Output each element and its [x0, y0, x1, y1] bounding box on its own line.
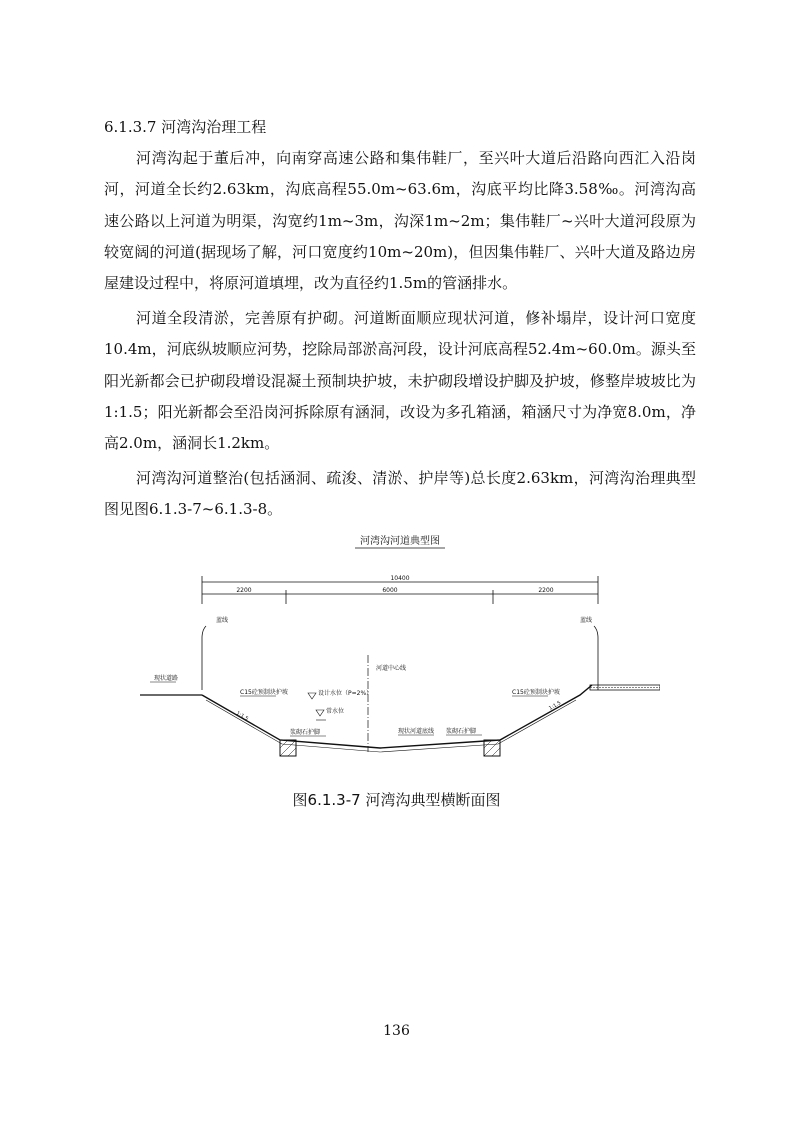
paragraph-2: 河道全段清淤，完善原有护砌。河道断面顺应现状河道，修补塌岸，设计河口宽度10.4m，河底纵坡顺应河势，挖除局部淤高河段，设计河底高程52.4m~60.0m。源头至阳光新都会已护砌段增设混凝土预制块护坡，未护砌段增设护脚及护坡，修整岸坡坡比为1:1.5；阳光新都会至沿岗河拆除原有涵洞，改设为多孔箱涵，箱涵尺寸为净宽8.0m，净高2.0m，涵洞长1.2km。	[104, 309, 696, 453]
dim-left: 2200	[236, 587, 252, 594]
figure-caption: 图6.1.3-7 河湾沟典型横断面图	[292, 791, 501, 809]
drawing-title: 河湾沟河道典型图	[360, 536, 440, 547]
cross-section-drawing	[140, 530, 660, 780]
normal-water-symbol	[316, 710, 324, 716]
channel-lining	[206, 700, 576, 752]
label-left-toe: 浆砌石护脚	[290, 729, 321, 736]
paragraph-3: 河湾沟河道整治(包括涵洞、疏浚、清淤、护岸等)总长度2.63km，河湾沟治理典型图见图6.1.3-7~6.1.3-8。	[104, 469, 696, 519]
label-right-blue-line: 蓝线	[580, 617, 593, 624]
dim-mid: 6000	[382, 587, 398, 594]
page-number: 136	[383, 1023, 410, 1039]
section-heading: 6.1.3.7 河湾沟治理工程	[104, 118, 267, 136]
label-normal-water: 常水位	[326, 708, 345, 715]
left-toe-hatch	[280, 740, 296, 756]
cross-section-figure	[140, 530, 660, 780]
dim-total: 10400	[390, 575, 410, 582]
dim-right: 2200	[538, 587, 554, 594]
label-centerline: 河道中心线	[376, 665, 407, 672]
label-right-toe: 浆砌石护脚	[446, 728, 477, 735]
design-flood-symbol	[308, 693, 316, 699]
label-right-protection: C15砼预制块护坡	[512, 689, 560, 696]
paragraph-1: 河湾沟起于董后冲，向南穿高速公路和集伟鞋厂，至兴叶大道后沿路向西汇入沿岗河，河道全长约2.63km，沟底高程55.0m~63.6m，沟底平均比降3.58‰。河湾沟高速公路以上河道为明渠，沟宽约1m~3m，沟深1m~2m；集伟鞋厂~兴叶大道河段原为较宽阔的河道(据现场了解，河口宽度约10m~20m)，但因集伟鞋厂、兴叶大道及路边房屋建设过程中，将原河道填埋，改为直径约1.5m的管涵排水。	[104, 149, 696, 293]
label-existing-road: 现状道路	[154, 675, 179, 682]
label-left-protection: C15砼预制块护坡	[240, 689, 288, 696]
left-blue-line	[202, 626, 206, 690]
label-right-slope: 1:1.5	[548, 700, 563, 712]
right-blue-line	[594, 626, 598, 690]
label-design-flood: 设计水位（P=2%）	[318, 690, 373, 697]
label-left-slope: 1:1.5	[235, 710, 250, 723]
label-bottom: 现状河道底线	[398, 728, 435, 735]
right-toe-hatch	[484, 740, 500, 756]
label-left-blue-line: 蓝线	[216, 617, 229, 624]
